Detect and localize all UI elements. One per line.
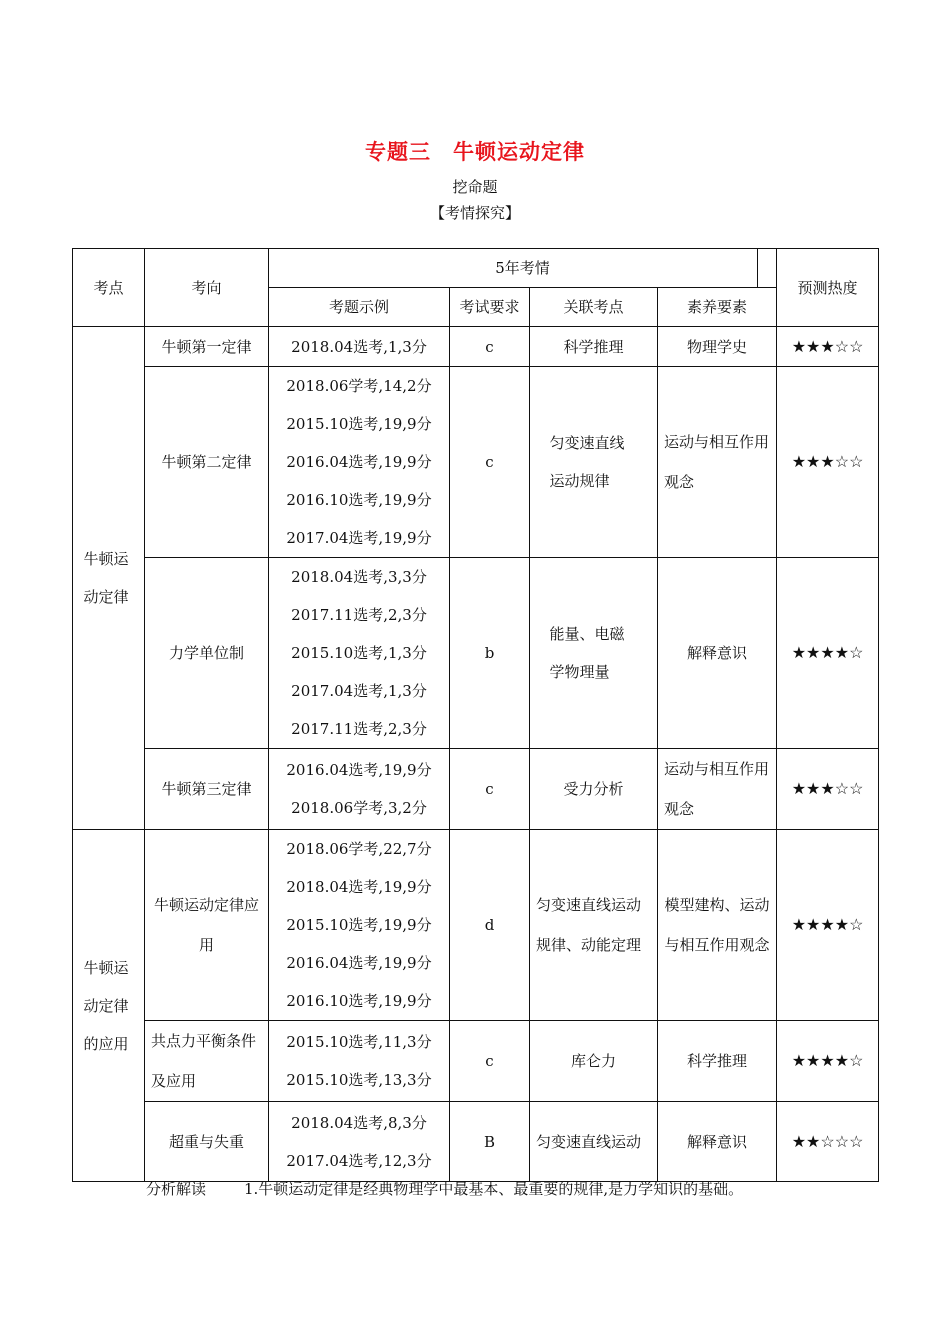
example-item: 2015.10选考,19,9分 — [286, 916, 432, 934]
example-item: 2018.06学考,14,2分 — [286, 377, 432, 395]
examples-cell — [269, 749, 450, 830]
literacy-cell — [658, 367, 777, 558]
literacy-cell: 科学推理 — [658, 1021, 777, 1102]
requirement-cell: d — [450, 830, 530, 1021]
kaoxiang-cell: 超重与失重 — [145, 1102, 269, 1182]
example-item: 2015.10选考,13,3分 — [286, 1071, 432, 1089]
heat-rating: ★★☆☆☆ — [777, 1102, 879, 1182]
literacy-cell: 物理学史 — [658, 327, 777, 367]
title-part1: 专题三 — [365, 140, 431, 164]
heat-rating: ★★★★☆ — [777, 558, 879, 749]
header-requirement: 考试要求 — [450, 288, 530, 327]
example-item: 2015.10选考,1,3分 — [291, 644, 427, 662]
literacy-text: 运动与相互作用观念 — [664, 433, 770, 491]
example-item: 2018.04选考,1,3分 — [291, 337, 427, 356]
kaodian-group-1 — [73, 327, 145, 830]
analysis-paragraph — [146, 1178, 743, 1199]
kaoxiang-text: 牛顿运动定律应用 — [153, 896, 259, 954]
related-cell: 库仑力 — [530, 1021, 658, 1102]
kaoxiang-text: 共点力平衡条件及应用 — [151, 1032, 257, 1090]
example-item: 2017.04选考,1,3分 — [291, 682, 427, 700]
literacy-cell: 解释意识 — [658, 558, 777, 749]
header-kaoxiang: 考向 — [145, 249, 269, 327]
kaoxiang-cell — [145, 830, 269, 1021]
example-item: 2018.04选考,8,3分 — [291, 1113, 427, 1132]
five-year-label: 5年考情 — [495, 259, 550, 277]
examples-cell — [269, 830, 450, 1021]
examples-cell — [269, 1021, 450, 1102]
example-item: 2018.06学考,3,2分 — [291, 799, 427, 817]
heat-rating: ★★★★☆ — [777, 1021, 879, 1102]
related-text: 匀变速直线运动规律、动能定理 — [536, 896, 642, 954]
heat-rating: ★★★☆☆ — [777, 327, 879, 367]
example-item: 2016.10选考,19,9分 — [286, 992, 432, 1010]
example-item: 2016.04选考,19,9分 — [286, 761, 432, 779]
example-item: 2017.11选考,2,3分 — [291, 606, 427, 624]
table-row — [73, 558, 879, 749]
table-row — [73, 749, 879, 830]
section-heading: 【考情探究】 — [429, 204, 520, 222]
example-item: 2015.10选考,11,3分 — [286, 1033, 432, 1051]
header-literacy: 素养要素 — [658, 288, 777, 327]
kaoxiang-cell — [145, 1021, 269, 1102]
examples-cell — [269, 327, 450, 367]
table-row — [73, 1102, 879, 1182]
header-kaodian: 考点 — [73, 249, 145, 327]
example-item: 2015.10选考,19,9分 — [286, 415, 432, 433]
literacy-cell — [658, 830, 777, 1021]
literacy-text: 模型建构、运动与相互作用观念 — [664, 896, 770, 954]
requirement-cell: c — [450, 367, 530, 558]
requirement-cell: c — [450, 1021, 530, 1102]
related-cell — [530, 367, 658, 558]
table-row — [73, 327, 879, 367]
table-row — [73, 1021, 879, 1102]
requirement-cell: b — [450, 558, 530, 749]
header-five-year — [269, 249, 777, 288]
related-text: 能量、电磁学物理量 — [549, 625, 625, 681]
table-row — [73, 830, 879, 1021]
kaodian-group-2 — [73, 830, 145, 1182]
requirement-cell: c — [450, 749, 530, 830]
example-item: 2018.04选考,3,3分 — [291, 568, 427, 586]
example-item: 2016.10选考,19,9分 — [286, 491, 432, 509]
exam-analysis-table — [72, 248, 879, 1182]
literacy-cell: 解释意识 — [658, 1102, 777, 1182]
header-related: 关联考点 — [530, 288, 658, 327]
literacy-text: 运动与相互作用观念 — [664, 760, 770, 818]
related-cell — [530, 1102, 658, 1182]
examples-cell — [269, 367, 450, 558]
related-text: 匀变速直线运动规律 — [549, 434, 625, 490]
header-divider — [757, 249, 758, 287]
example-item: 2016.04选考,19,9分 — [286, 453, 432, 471]
related-cell — [530, 830, 658, 1021]
header-examples: 考题示例 — [269, 288, 450, 327]
example-item: 2017.04选考,19,9分 — [286, 529, 432, 547]
subtitle: 挖命题 — [452, 178, 498, 196]
kaoxiang-cell: 牛顿第三定律 — [145, 749, 269, 830]
analysis-label: 分析解读 — [146, 1180, 207, 1198]
kaoxiang-cell: 牛顿第一定律 — [145, 327, 269, 367]
example-item: 2016.04选考,19,9分 — [286, 954, 432, 972]
title-part2: 牛顿运动定律 — [453, 140, 585, 164]
table-row — [73, 367, 879, 558]
example-item: 2018.06学考,22,7分 — [286, 840, 432, 858]
example-item: 2017.11选考,2,3分 — [291, 720, 427, 738]
analysis-text: 1.牛顿运动定律是经典物理学中最基本、最重要的规律,是力学知识的基础。 — [244, 1180, 744, 1198]
page-title — [0, 136, 950, 166]
kaodian-label: 牛顿运动定律的应用 — [83, 958, 129, 1053]
related-cell: 科学推理 — [530, 327, 658, 367]
example-item: 2017.04选考,12,3分 — [286, 1151, 432, 1170]
kaoxiang-cell: 牛顿第二定律 — [145, 367, 269, 558]
examples-cell — [269, 558, 450, 749]
kaoxiang-cell: 力学单位制 — [145, 558, 269, 749]
related-cell — [530, 558, 658, 749]
header-row-1 — [73, 249, 879, 288]
heat-rating: ★★★☆☆ — [777, 749, 879, 830]
header-heat: 预测热度 — [777, 249, 879, 327]
examples-cell — [269, 1102, 450, 1182]
requirement-cell: B — [450, 1102, 530, 1182]
heat-rating: ★★★☆☆ — [777, 367, 879, 558]
example-item: 2018.04选考,19,9分 — [286, 878, 432, 896]
requirement-cell: c — [450, 327, 530, 367]
related-cell: 受力分析 — [530, 749, 658, 830]
related-text: 匀变速直线运动 — [536, 1132, 642, 1151]
literacy-cell — [658, 749, 777, 830]
kaodian-label: 牛顿运动定律 — [83, 550, 129, 606]
heat-rating: ★★★★☆ — [777, 830, 879, 1021]
